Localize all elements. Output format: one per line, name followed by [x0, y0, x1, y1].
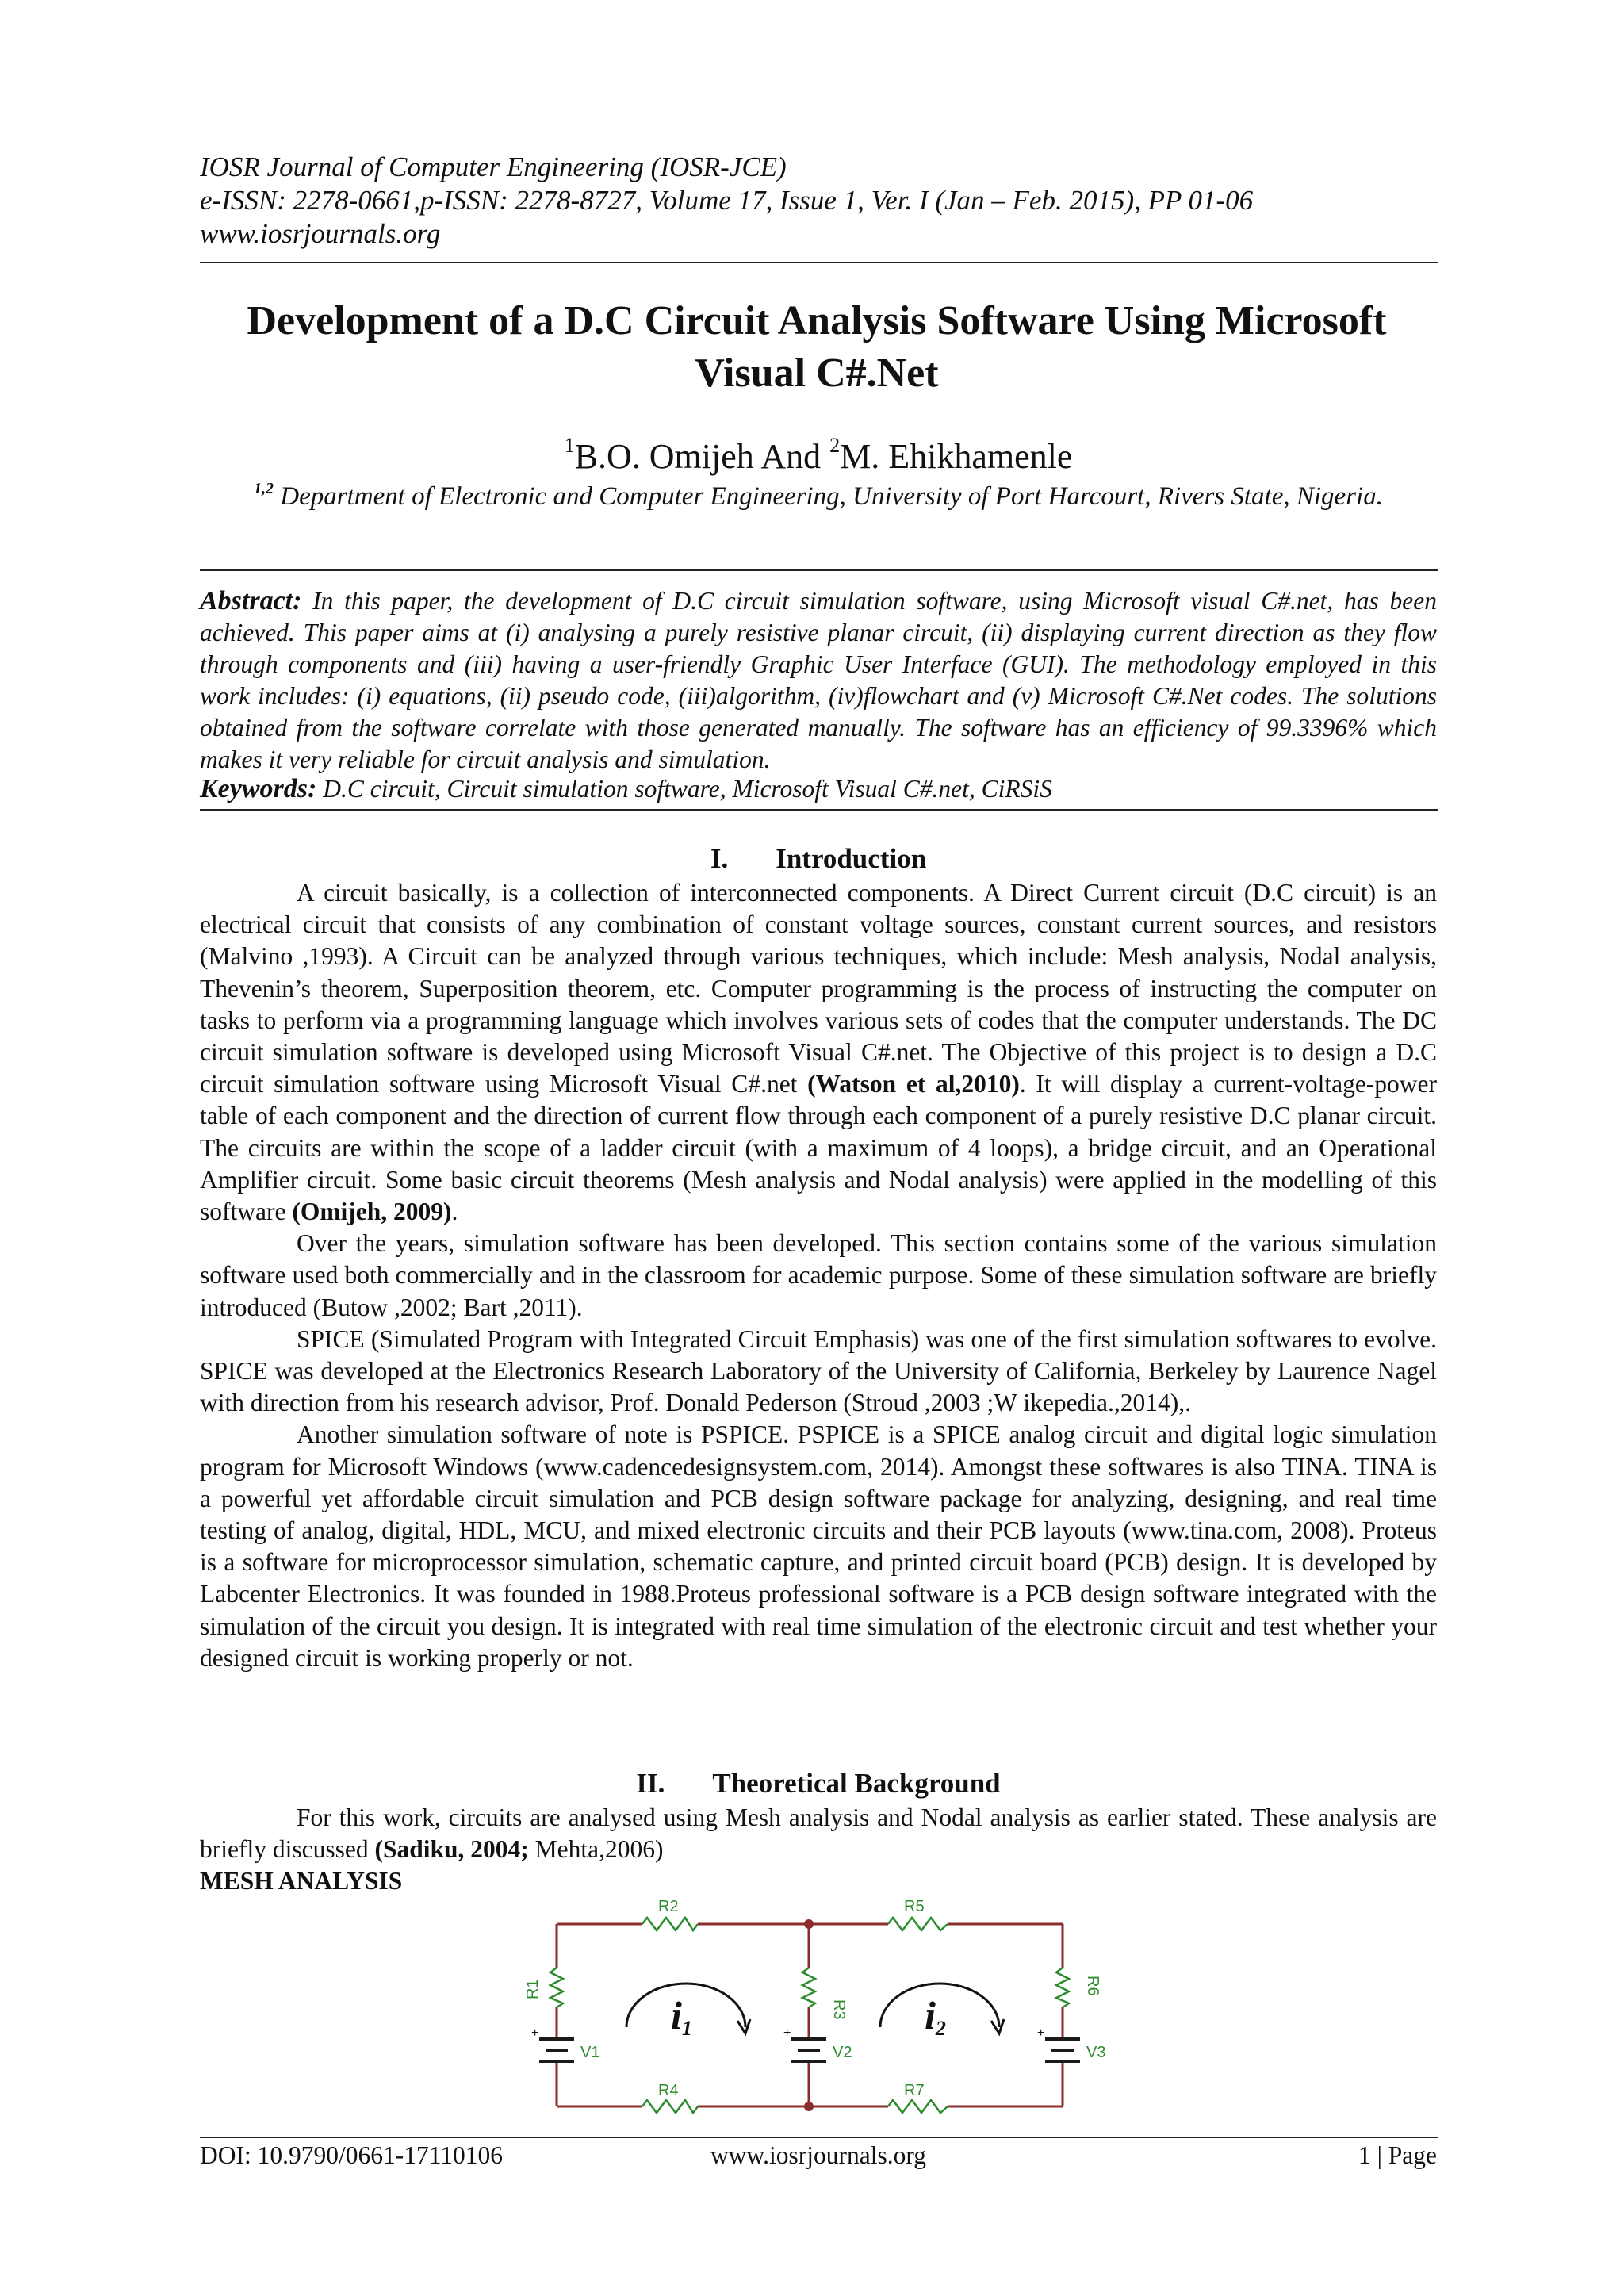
- resistor-r2: [642, 1918, 698, 1930]
- title-line-1: Development of a D.C Circuit Analysis Software Using Microsoft: [247, 298, 1387, 343]
- paper-title: [159, 295, 1475, 400]
- resistor-r7: [888, 2100, 948, 2113]
- intro-paragraph-3: SPICE (Simulated Program with Integrated Circuit Emphasis) was one of the first simulation softwares to evolve. SPICE was developed at the Electronics Research Laboratory of the University of California, Berkeley by Laurence Nagel with direction from his research advisor, Prof. Donald Pederson (Stroud ,2003 ;W ikepedia.,2014),.: [200, 1324, 1437, 1417]
- affiliation: [200, 473, 1437, 512]
- mesh-current-i1: i1: [671, 1993, 692, 2040]
- mesh-analysis-label: MESH ANALYSIS: [200, 1867, 403, 1895]
- intro-p1-text-e: .: [451, 1198, 458, 1226]
- v2-plus: +: [783, 2026, 791, 2040]
- theoretical-body: [200, 1802, 1437, 1865]
- keywords-text: D.C circuit, Circuit simulation software, Microsoft Visual C#.net, CiRSiS: [316, 775, 1052, 803]
- footer-site: www.iosrjournals.org: [710, 2141, 927, 2169]
- abstract-text: In this paper, the development of D.C circuit simulation software, using Microsoft visual C#.net, has been achieved. This paper aims at (i) analysing a purely resistive planar circuit, (ii) displaying current direction as they flow through components and (iii) having a user-friendly Graphic User Interface (GUI). The methodology employed in this work includes: (i) equations, (ii) pseudo code, (iii)algorithm, (iv)flowchart and (v) Microsoft C#.Net codes. The solutions obtained from the software correlate with those generated manually. The software has an efficiency of 99.3396% which makes it very reliable for circuit analysis and simulation.: [200, 587, 1437, 773]
- keywords-label: Keywords:: [200, 774, 317, 803]
- mesh-circuit-diagram: [508, 1892, 1126, 2130]
- footer-page-number: 1 | Page: [1358, 2141, 1437, 2169]
- abstract: [200, 585, 1437, 776]
- intro-paragraph-4: Another simulation software of note is PSPICE. PSPICE is a SPICE analog circuit and digital logic simulation program for Microsoft Windows (www.cadencedesignsystem.com, 2014). Amongst these softwares is also TINA. TINA is a powerful yet affordable circuit simulation and PCB design software package for analyzing, designing, and real time testing of analog, digital, HDL, MCU, and mixed electronic circuits and their PCB layouts (www.tina.com, 2008). Proteus is a software for microprocessor simulation, schematic capture, and printed circuit board (PCB) design. It is developed by Labcenter Electronics. It was founded in 1988.Proteus professional software is a PCB design software integrated with the simulation of the circuit you design. It is integrated with real time simulation of the electronic circuit and test whether your designed circuit is working properly or not.: [200, 1420, 1437, 1672]
- section-2-title: Theoretical Background: [712, 1768, 1001, 1799]
- intro-paragraph-1: [200, 877, 1437, 1228]
- section-2-number: II.: [636, 1768, 665, 1799]
- label-r5: R5: [904, 1898, 925, 1915]
- label-r1: R1: [524, 1979, 542, 1999]
- authors: [200, 425, 1437, 477]
- section-1-number: I.: [710, 843, 729, 874]
- author-2: M. Ehikhamenle: [840, 437, 1073, 476]
- footer-doi: DOI: 10.9790/0661-17110106: [200, 2141, 504, 2169]
- intro-paragraph-2: Over the years, simulation software has been developed. This section contains some of the various simulation software used both commercially and in the classroom for academic purpose. Some of these simulation software are briefly introduced (Butow ,2002; Bart ,2011).: [200, 1229, 1437, 1321]
- label-r3: R3: [830, 1999, 848, 2020]
- v1-plus: +: [531, 2026, 539, 2040]
- keywords: [200, 773, 1437, 805]
- intro-p1-cite-omijeh: (Omijeh, 2009): [292, 1198, 452, 1226]
- journal-issn: e-ISSN: 2278-0661,p-ISSN: 2278-8727, Volume 17, Issue 1, Ver. I (Jan – Feb. 2015), PP 01-06: [200, 185, 1254, 216]
- journal-header: [200, 151, 1437, 251]
- resistor-r5: [888, 1918, 948, 1930]
- author-1-sup: 1: [564, 434, 575, 457]
- circuit-wires: [557, 1924, 1063, 2106]
- keywords-rule: [200, 809, 1438, 811]
- mesh-current-i2: i2: [925, 1993, 946, 2040]
- circuit-labels: [524, 1898, 1105, 2099]
- introduction-body: [200, 877, 1437, 1674]
- label-r7: R7: [904, 2082, 925, 2099]
- resistor-r1: [550, 1968, 563, 2007]
- title-line-2: Visual C#.Net: [695, 351, 939, 396]
- circuit-sources: [539, 2039, 1080, 2061]
- theory-p1-text-a: For this work, circuits are analysed using Mesh analysis and Nodal analysis as earlier stated. These analysis are briefly discussed: [200, 1803, 1437, 1864]
- theory-paragraph-1: [200, 1802, 1437, 1865]
- theory-p1-text-c: Mehta,2006): [528, 1835, 664, 1864]
- footer-rule: [200, 2137, 1438, 2138]
- resistor-r4: [642, 2100, 698, 2113]
- label-v2: V2: [833, 2044, 852, 2061]
- affiliation-text: Department of Electronic and Computer Engineering, University of Port Harcourt, Rivers State, Nigeria.: [274, 482, 1383, 511]
- section-1-title: Introduction: [776, 843, 927, 874]
- section-heading-introduction: [200, 842, 1437, 876]
- resistor-r6: [1056, 1968, 1069, 2007]
- journal-site: www.iosrjournals.org: [200, 218, 441, 249]
- source-polarity: [531, 2026, 1044, 2040]
- label-r6: R6: [1084, 1976, 1101, 1996]
- label-v1: V1: [580, 2044, 600, 2061]
- section-heading-theoretical-background: [200, 1767, 1437, 1800]
- intro-p1-cite-watson: (Watson et al,2010): [807, 1070, 1020, 1098]
- v3-plus: +: [1037, 2026, 1045, 2040]
- label-v3: V3: [1086, 2044, 1106, 2061]
- journal-name: IOSR Journal of Computer Engineering (IOSR-JCE): [200, 151, 787, 182]
- author-1: B.O. Omijeh And: [574, 437, 830, 476]
- affiliation-sup: 1,2: [254, 480, 274, 497]
- abstract-label: Abstract:: [200, 586, 302, 615]
- author-2-sup: 2: [829, 434, 841, 457]
- label-r4: R4: [658, 2082, 679, 2099]
- theory-p1-cite-sadiku: (Sadiku, 2004;: [374, 1835, 529, 1864]
- label-r2: R2: [658, 1898, 679, 1915]
- node-top-middle: [804, 1919, 814, 1929]
- node-bottom-middle: [804, 2102, 814, 2111]
- resistor-r3: [802, 1968, 815, 2007]
- header-rule: [200, 262, 1438, 263]
- intro-p1-text-a: A circuit basically, is a collection of interconnected components. A Direct Current circuit (D.C circuit) is an electrical circuit that consists of any combination of constant voltage sources, constant current sources, and resistors (Malvino ,1993). A Circuit can be analyzed through various techniques, which include: Mesh analysis, Nodal analysis, Thevenin’s theorem, Superposition theorem, etc. Computer programming is the process of instructing the computer on tasks to perform via a programming language which involves various sets of codes that the computer understands. The DC circuit simulation software is developed using Microsoft Visual C#.net. The Objective of this project is to design a D.C circuit simulation software using Microsoft Visual C#.net: [200, 879, 1437, 1098]
- abstract-top-rule: [200, 569, 1438, 571]
- intro-p1-text-c: . It will display a current-voltage-power table of each component and the direction of current flow through each component of a purely resistive D.C planar circuit. The circuits are within the scope of a ladder circuit (with a maximum of 4 loops), a bridge circuit, and an Operational Amplifier circuit. Some basic circuit theorems (Mesh analysis and Nodal analysis) were applied in the modelling of this software: [200, 1070, 1438, 1226]
